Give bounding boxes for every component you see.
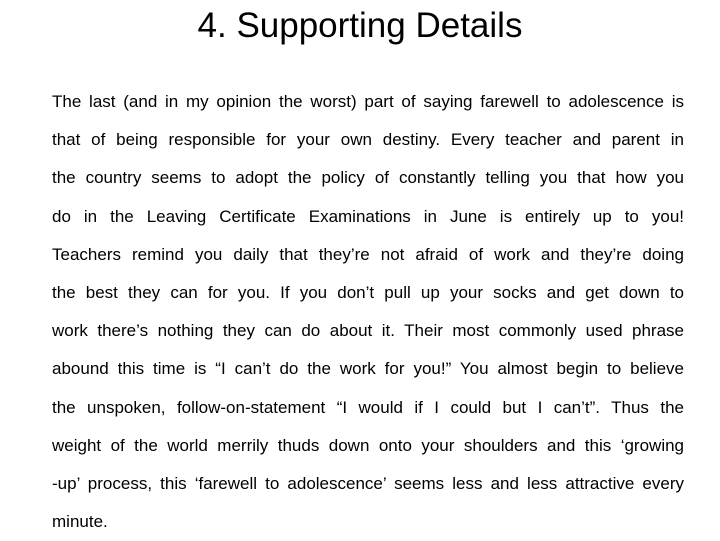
paragraph-line: The last (and in my opinion the worst) part of saying farewell to adolescence is bbox=[52, 92, 684, 111]
slide-title: 4. Supporting Details bbox=[197, 6, 523, 45]
body-paragraph bbox=[52, 83, 684, 541]
paragraph-line: work there’s nothing they can do about it. Their most commonly used phrase bbox=[52, 321, 684, 341]
paragraph-line: abound this time is “I can’t do the work for you!” You almost begin to believe bbox=[52, 359, 684, 379]
paragraph-line: that of being responsible for your own destiny. Every teacher and parent in bbox=[52, 130, 684, 150]
paragraph-line: Teachers remind you daily that they’re not afraid of work and they’re doing bbox=[52, 244, 684, 264]
paragraph-line: the unspoken, follow-on-statement “I would if I could but I can’t”. Thus the bbox=[52, 397, 684, 417]
paragraph-line: -up’ process, this ‘farewell to adolescence’ seems less and less attractive every bbox=[52, 474, 684, 494]
paragraph-line: minute. bbox=[52, 512, 108, 532]
paragraph-line: do in the Leaving Certificate Examinations in June is entirely up to you! bbox=[52, 206, 684, 226]
paragraph-line: weight of the world merrily thuds down onto your shoulders and this ‘growing bbox=[52, 435, 684, 455]
paragraph-line: the country seems to adopt the policy of constantly telling you that how you bbox=[52, 168, 684, 188]
paragraph-line: the best they can for you. If you don’t pull up your socks and get down to bbox=[52, 283, 684, 303]
